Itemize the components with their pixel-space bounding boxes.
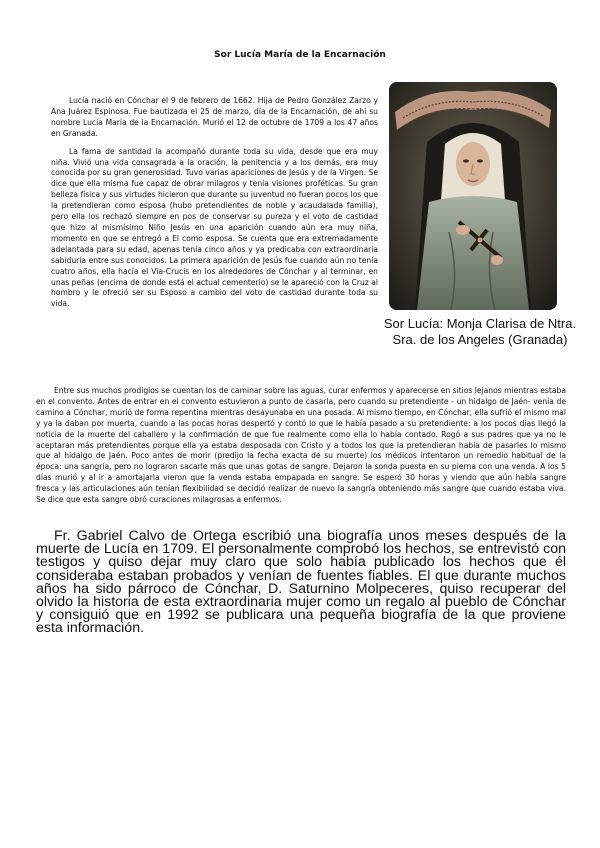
paragraph-biography-source: Fr. Gabriel Calvo de Ortega escribió una biografía unos meses después de la muerte de Lucía en 1709. El personalmente comprobó los hechos, se entrevistó con testigos y quiso dejar muy claro que solo había publicado los hechos que él consideraba estaban probados y venían de fuentes fiables. El que durante muchos años ha sido párroco de Cónchar, D. Saturnino Molpeceres, quiso recuperar del olvido la historia de esta extraordinaria mujer como un regalo al pueblo de Cónchar y consiguió que en 1992 se publicara una pequeña biografía de la que proviene esta información. [36,528,566,637]
left-column-text [51,96,378,317]
paragraph-birth: Lucía nació en Cónchar el 9 de febrero de 1662. Hija de Pedro González Zarzo y Ana Juárez Espinosa. Fue bautizada el 25 de marzo, día de la Encarnación, de ahí su nombre Lucía María de la Encarnación. Murió el 12 de octubre de 1709 a los 47 años en Granada. [51,96,378,138]
paragraph-prodigies: Entre sus muchos prodigios se cuentan los de caminar sobre las aguas, curar enfermos y aparecerse en sitios lejanos mientras estaba en el convento. Antes de entrar en el convento estuvieron a punto de casarla, pero cuando su pretendiente - un hidalgo de Jaén- venía de camino a Cónchar, murió de forma repentina mientras desayunaba en una posada. Al mismo tiempo, en Cónchar, ella sufrió el mismo mal y ya la daban por muerta, cuando a las pocas horas despertó y contó lo que le había pasado a su pretendiente: a los pocos días llegó la noticia de la muerte del caballero y la confirmación de que fue realmente como ella lo había contado. Rogó a sus padres que ya no le aceptaran más pretendientes porque ella ya estaba desposada con Cristo y a todos los que la pretendieran había de pasarles lo mismo que al hidalgo de Jaén. Poco antes de morir (predijo la fecha exacta de su muerte) los médicos intentaron un remedio habitual de la época: una sangría, pero no lograron sacarle más que unas gotas de sangre. Dejaron la sonda puesta en su pierna con una venda. A los 5 días murió y al ir a amortajarla vieron que la venda estaba empapada en sangre. Se esperó 30 horas y viendo que aún había sangre fresca y las articulaciones aún tenían flexibilidad se decidió realizar de nuevo la sangría obteniendo más sangre que cuando estaba viva. Se dice que esta sangre obró curaciones milagrosas a enfermos. [36,386,566,505]
nun-portrait-painting [389,82,557,310]
page-title: Sor Lucía María de la Encarnación [214,50,386,60]
portrait-image [389,82,557,310]
image-caption: Sor Lucía: Monja Clarisa de Ntra. Sra. de los Angeles (Granada) [383,316,577,347]
paragraph-sanctity: La fama de santidad la acompañó durante toda su vida, desde que era muy niña. Vivió una vida consagrada a la oración, la penitencia y a los demás, era muy conocida por su gran generosidad. Tuvo varias apariciones de Jesús y de la Virgen. Se dice que ella misma fue capaz de obrar milagros y tenía visiones proféticas. Su gran belleza física y sus virtudes hicieron que durante su juventud no fueran pocos los que la pretendieran como esposa (hubo pretendientes de noble y acaudalada familia), pero ella los rechazó siempre en pos de conservar su pureza y el voto de castidad que hizo al mismísimo Niño Jesús en una aparición cuando aún era muy niña, momento en que se entregó a El como esposa. Se cuenta que era extremadamente adelantada para su edad, apenas tenía cinco años y ya predicaba con extraordinaria sabiduría entre sus conocidos. La primera aparición de Jesús fue cuando aún no tenía cuatro años, ella hacía el Via-Crucis en los alrededores de Cónchar y al terminar, en unas peñas (encima de donde está el actual cementerio) se le apareció con la Cruz al hombro y le ofreció ser su Esposo a cambio del voto de castidad durante toda su vida. [51,146,378,309]
